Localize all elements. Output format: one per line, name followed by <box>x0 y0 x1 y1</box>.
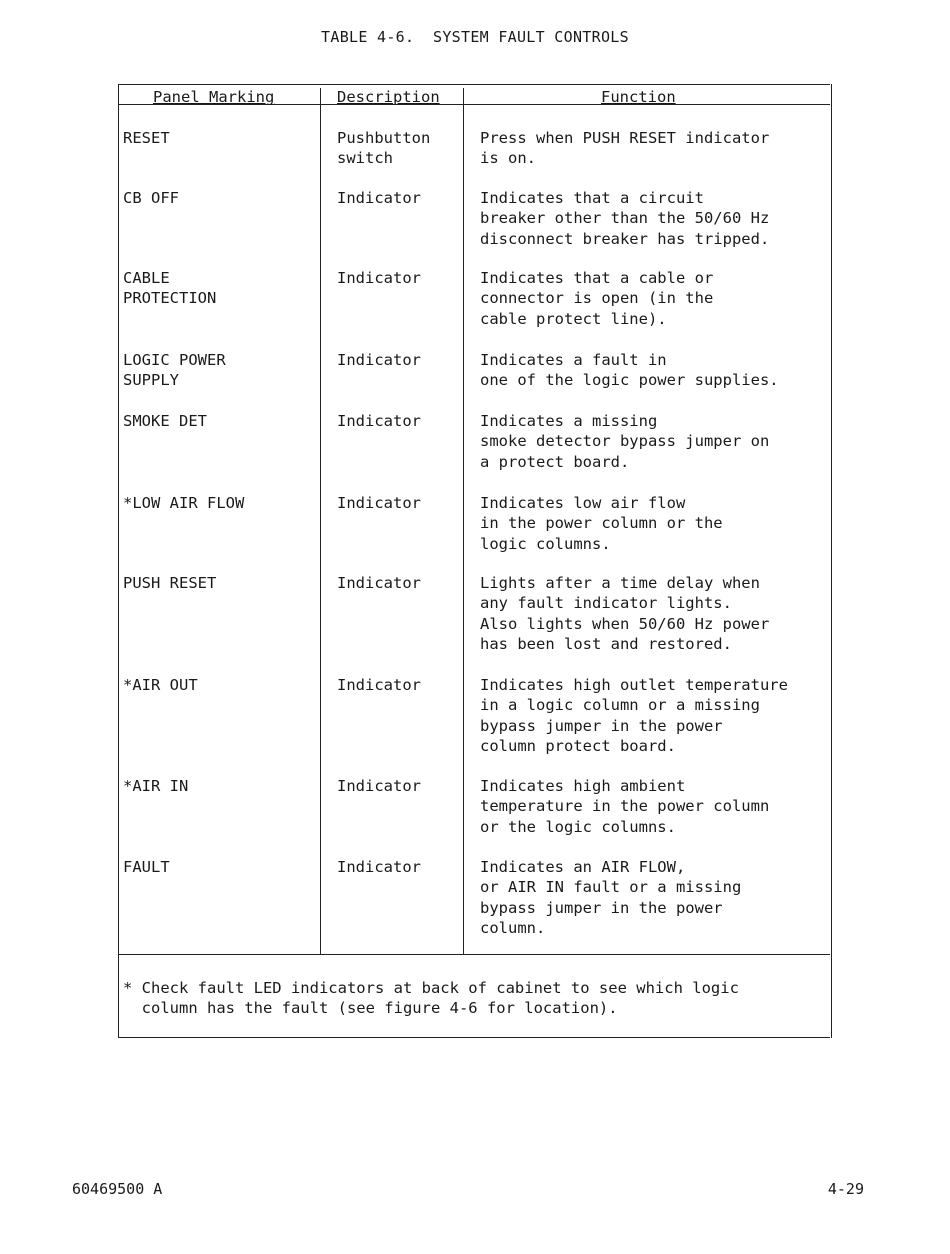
document-number: 60469500 A <box>72 1180 163 1198</box>
function-cell: Indicates low air flow in the power column or the logic columns. <box>480 494 723 553</box>
description-cell: Indicator <box>337 412 421 430</box>
description-cell: Indicator <box>337 351 421 369</box>
footnote-bottom-rule <box>118 1037 830 1038</box>
description-cell: Indicator <box>337 676 421 694</box>
description-cell: Indicator <box>337 574 421 592</box>
header-function: Function <box>601 88 676 106</box>
description-cell: Indicator <box>337 269 421 287</box>
description-cell: Indicator <box>337 777 421 795</box>
description-cell: Indicator <box>337 189 421 207</box>
function-cell: Indicates an AIR FLOW, or AIR IN fault or a missing bypass jumper in the power column. <box>480 858 742 937</box>
panel-marking-cell: CABLE PROTECTION <box>123 269 217 308</box>
header-description: Description <box>337 88 440 106</box>
function-cell: Indicates a missing smoke detector bypass jumper on a protect board. <box>480 412 770 471</box>
function-cell: Lights after a time delay when any fault indicator lights. Also lights when 50/60 Hz power has been lost and restored. <box>480 574 770 653</box>
table-title: TABLE 4-6. SYSTEM FAULT CONTROLS <box>321 28 629 46</box>
description-cell: Indicator <box>337 494 421 512</box>
panel-marking-cell: LOGIC POWER SUPPLY <box>123 351 226 390</box>
function-cell: Indicates that a circuit breaker other than the 50/60 Hz disconnect breaker has tripped. <box>480 189 770 248</box>
table-footnote: * Check fault LED indicators at back of cabinet to see which logic column has the fault (see figure 4-6 for location). <box>123 979 739 1018</box>
panel-marking-cell: *LOW AIR FLOW <box>123 494 245 512</box>
column-divider-2 <box>463 88 464 954</box>
function-cell: Indicates high outlet temperature in a logic column or a missing bypass jumper in the power column protect board. <box>480 676 788 755</box>
panel-marking-cell: FAULT <box>123 858 170 876</box>
description-cell: Pushbutton switch <box>337 129 431 168</box>
page-number: 4-29 <box>827 1180 864 1198</box>
column-divider-1 <box>320 88 321 954</box>
panel-marking-cell: PUSH RESET <box>123 574 217 592</box>
function-cell: Press when PUSH RESET indicator is on. <box>480 129 770 168</box>
function-cell: Indicates high ambient temperature in the power column or the logic columns. <box>480 777 770 836</box>
panel-marking-cell: *AIR OUT <box>123 676 198 694</box>
header-panel-marking: Panel Marking <box>153 88 275 106</box>
panel-marking-cell: SMOKE DET <box>123 412 207 430</box>
description-cell: Indicator <box>337 858 421 876</box>
function-cell: Indicates that a cable or connector is open (in the cable protect line). <box>480 269 714 328</box>
table-bottom-rule <box>118 954 830 955</box>
table-top-rule <box>118 84 830 85</box>
function-cell: Indicates a fault in one of the logic power supplies. <box>480 351 779 390</box>
panel-marking-cell: *AIR IN <box>123 777 189 795</box>
panel-marking-cell: CB OFF <box>123 189 179 207</box>
panel-marking-cell: RESET <box>123 129 170 147</box>
